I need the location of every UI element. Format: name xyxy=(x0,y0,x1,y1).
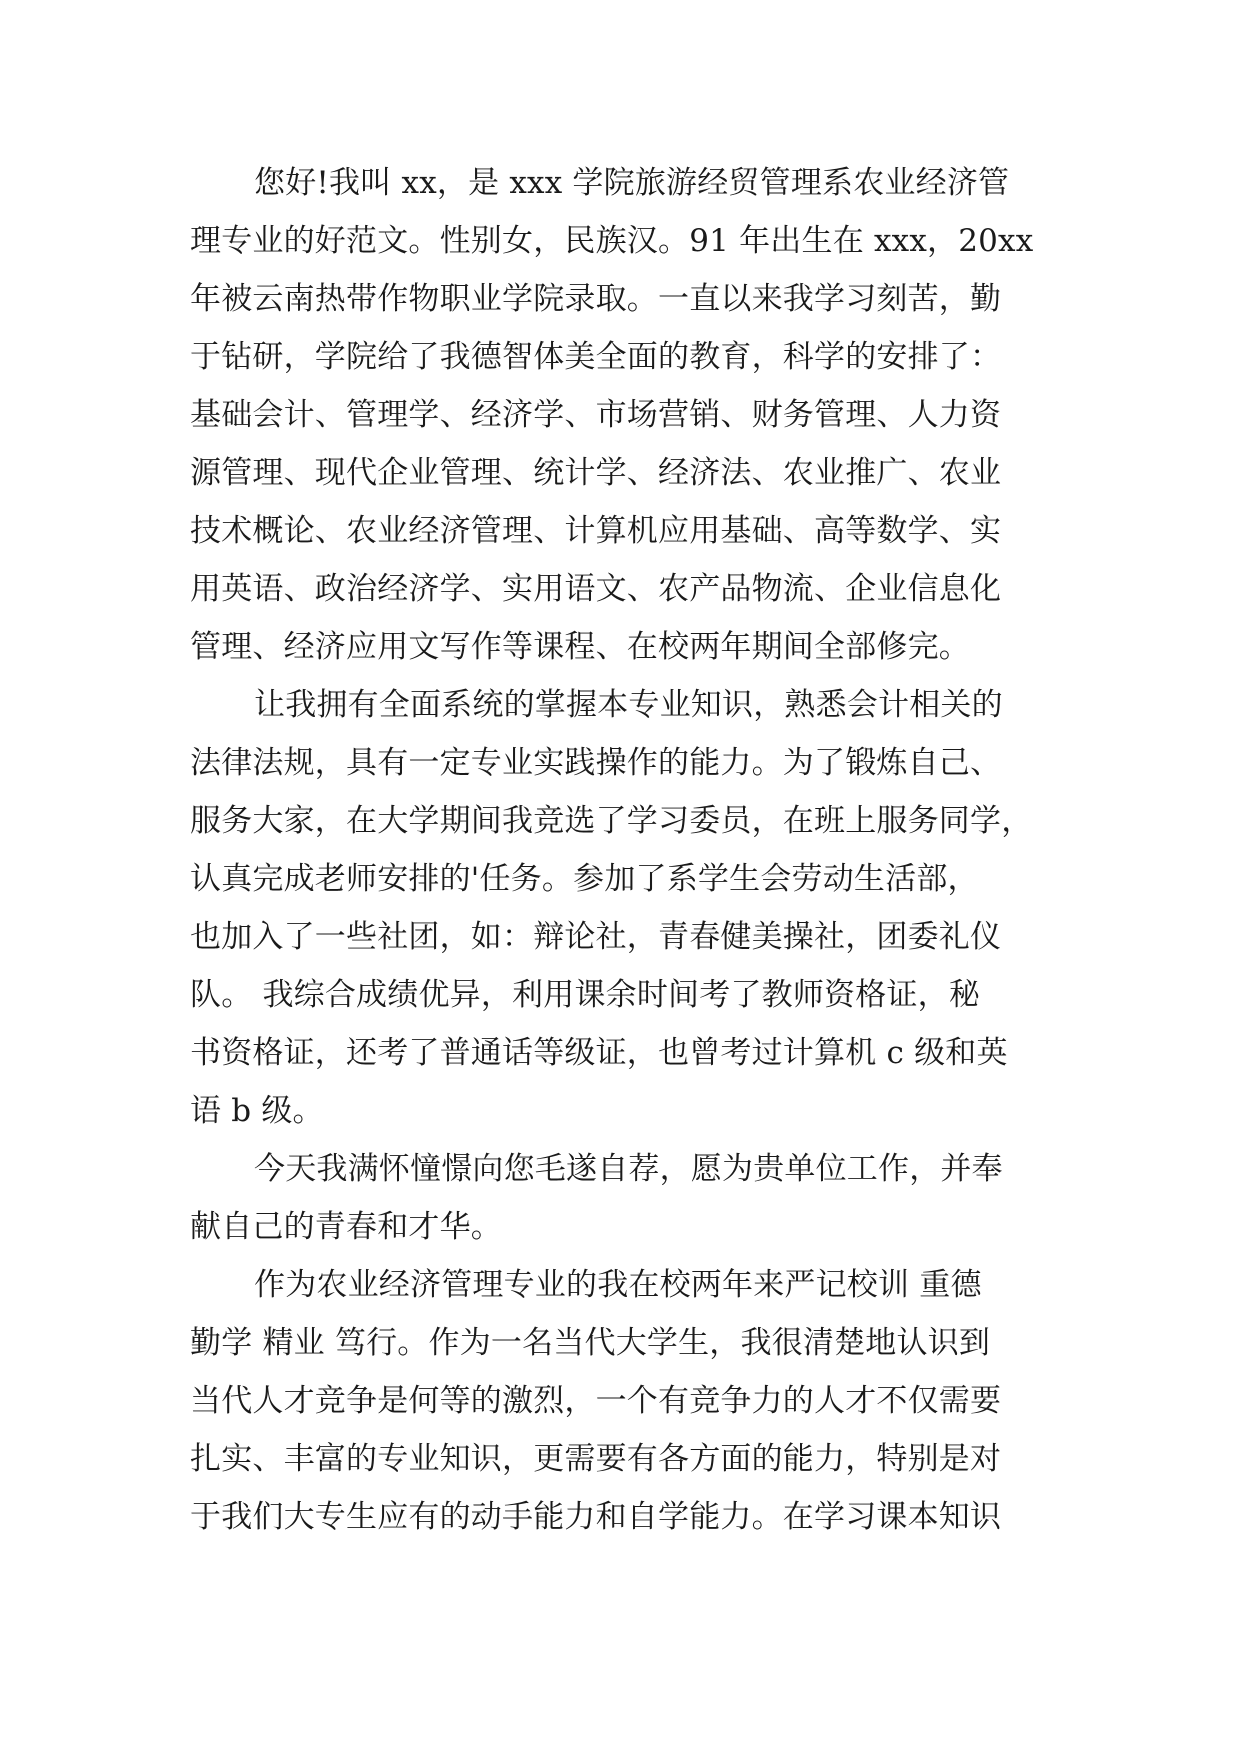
text-line: 扎实、丰富的专业知识，更需要有各方面的能力，特别是对 xyxy=(190,1441,1002,1477)
text-line: 让我拥有全面系统的掌握本专业知识，熟悉会计相关的 xyxy=(254,687,1003,723)
text-line: 技术概论、农业经济管理、计算机应用基础、高等数学、实 xyxy=(190,513,1002,549)
text-line: 您好!我叫 xx，是 xxx 学院旅游经贸管理系农业经济管 xyxy=(254,165,1010,201)
text-line: 法律法规，具有一定专业实践操作的能力。为了锻炼自己、 xyxy=(190,745,1002,781)
text-line: 服务大家，在大学期间我竞选了学习委员，在班上服务同学， xyxy=(190,803,1033,839)
text-line: 书资格证，还考了普通话等级证，也曾考过计算机 c 级和英 xyxy=(190,1035,1008,1071)
text-line: 于我们大专生应有的动手能力和自学能力。在学习课本知识 xyxy=(190,1499,1002,1535)
text-line: 勤学 精业 笃行。作为一名当代大学生，我很清楚地认识到 xyxy=(190,1325,991,1361)
text-line: 基础会计、管理学、经济学、市场营销、财务管理、人力资 xyxy=(190,397,1002,433)
text-line: 当代人才竞争是何等的激烈，一个有竞争力的人才不仅需要 xyxy=(190,1383,1002,1419)
text-line: 也加入了一些社团，如：辩论社，青春健美操社，团委礼仪 xyxy=(190,919,1002,955)
text-line: 源管理、现代企业管理、统计学、经济法、农业推广、农业 xyxy=(190,455,1002,491)
text-line: 今天我满怀憧憬向您毛遂自荐，愿为贵单位工作，并奉 xyxy=(254,1151,1003,1187)
text-line: 于钻研，学院给了我德智体美全面的教育，科学的安排了： xyxy=(190,339,1002,375)
text-line: 用英语、政治经济学、实用语文、农产品物流、企业信息化 xyxy=(190,571,1002,607)
text-line: 理专业的好范文。性别女，民族汉。91 年出生在 xxx，20xx xyxy=(190,223,1034,259)
text-line: 认真完成老师安排的'任务。参加了系学生会劳动生活部， xyxy=(190,861,979,897)
text-line: 队。 我综合成绩优异，利用课余时间考了教师资格证，秘 xyxy=(190,977,981,1013)
text-line: 献自己的青春和才华。 xyxy=(190,1209,502,1245)
text-line: 作为农业经济管理专业的我在校两年来严记校训 重德 xyxy=(254,1267,982,1303)
text-line: 年被云南热带作物职业学院录取。一直以来我学习刻苦，勤 xyxy=(190,281,1002,317)
text-line: 语 b 级。 xyxy=(190,1093,324,1129)
text-line: 管理、经济应用文写作等课程、在校两年期间全部修完。 xyxy=(190,629,970,665)
